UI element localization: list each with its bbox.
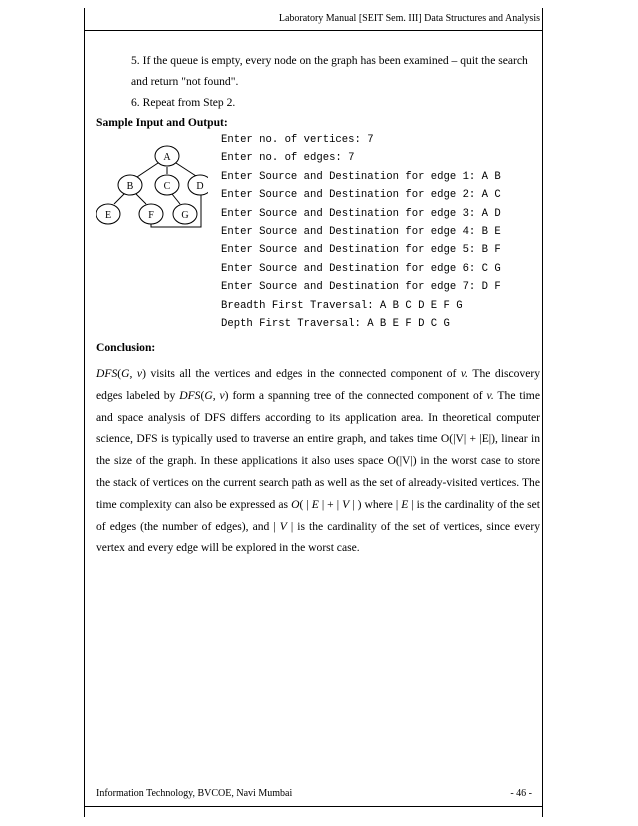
node-label-c: C — [163, 181, 171, 192]
page-header: Laboratory Manual [SEIT Sem. III] Data Structures and Analysis — [278, 13, 540, 24]
node-label-b: B — [126, 181, 134, 192]
code-line: Enter Source and Destination for edge 6: C G — [221, 262, 501, 275]
code-line: Enter no. of edges: 7 — [221, 152, 355, 165]
conclusion-text-run: V — [342, 497, 350, 511]
conclusion-text-run: ( — [200, 388, 205, 402]
node-label-d: D — [196, 181, 204, 192]
code-line: Enter Source and Destination for edge 3: A D — [221, 207, 501, 220]
conclusion-text-run: V — [279, 519, 287, 533]
edge-c-g — [172, 194, 180, 204]
code-line: Enter Source and Destination for edge 7: D F — [221, 281, 501, 294]
edge-a-b — [134, 163, 158, 179]
node-label-g: G — [181, 210, 189, 221]
conclusion-text-run: DFS — [96, 367, 118, 380]
sample-heading: Sample Input and Output: — [96, 116, 228, 129]
conclusion-text-run: ( — [117, 367, 122, 380]
edge-a-d — [176, 163, 196, 176]
conclusion-text-run: ) visits all the vertices and edges in the connected component of — [142, 367, 461, 380]
code-line: Enter Source and Destination for edge 4: B E — [221, 226, 501, 239]
step-6: 6. Repeat from Step 2. — [131, 96, 236, 109]
conclusion-text-run: DFS — [179, 388, 201, 402]
page-number: - 46 - — [510, 788, 532, 799]
conclusion-text-run: O — [291, 497, 300, 511]
sample-output — [221, 131, 501, 333]
step-5-line-2: and return "not found". — [131, 75, 239, 88]
code-line: Depth First Traversal: A B E F D C G — [221, 318, 450, 331]
conclusion-text-run: G, v — [204, 388, 225, 402]
code-line: Enter Source and Destination for edge 1: A B — [221, 170, 501, 183]
edge-b-e — [114, 194, 124, 204]
step-5-line-1: 5. If the queue is empty, every node on the graph has been examined – quit the search — [131, 54, 528, 67]
conclusion-text-run: | is the cardinality of the set of vertices, since every vertex and every edge will be explored in the worst case. — [96, 519, 540, 555]
conclusion-heading: Conclusion: — [96, 341, 156, 354]
conclusion-text-run: E — [401, 497, 409, 511]
footer-rule — [84, 806, 542, 807]
conclusion-text-run: The discovery edges labeled by — [96, 367, 540, 402]
conclusion-paragraph — [96, 363, 540, 559]
conclusion-text-run: ( | — [299, 497, 312, 511]
conclusion-text-run: G, v — [121, 367, 143, 380]
code-line: Breadth First Traversal: A B C D E F G — [221, 299, 463, 312]
conclusion-text-run: The time and space analysis of DFS differs according to its application area. In theoretical computer science, DFS is typically used to traverse an entire graph, and takes time O(|V| + |E|), linear in the size of the graph. In these applications it also uses space O(|V|) in the worst case to store the stack of vertices on the current search path as well as the set of already-visited vertices. The time complexity can also be expressed as — [96, 388, 540, 511]
conclusion-text-run: E — [311, 497, 319, 511]
conclusion-text-run: | ) where | — [349, 497, 402, 511]
node-label-f: F — [148, 210, 154, 221]
node-label-e: E — [104, 210, 112, 221]
conclusion-text-run: | is the cardinality of the set of edges (the number of edges), and | — [96, 497, 540, 533]
conclusion-text-run: ) form a spanning tree of the connected component of — [224, 388, 487, 402]
conclusion-text-run: v. — [486, 388, 494, 402]
code-line: Enter Source and Destination for edge 5: B F — [221, 244, 501, 257]
conclusion-text-run: v. — [460, 367, 469, 380]
node-label-a: A — [163, 152, 171, 163]
code-line: Enter no. of vertices: 7 — [221, 134, 374, 146]
conclusion-text-run: | + | — [318, 497, 343, 511]
edge-b-f — [136, 194, 146, 204]
graph-diagram — [96, 142, 208, 232]
header-rule — [84, 30, 542, 31]
footer-institution: Information Technology, BVCOE, Navi Mumbai — [96, 788, 293, 799]
code-line: Enter Source and Destination for edge 2: A C — [221, 189, 501, 202]
